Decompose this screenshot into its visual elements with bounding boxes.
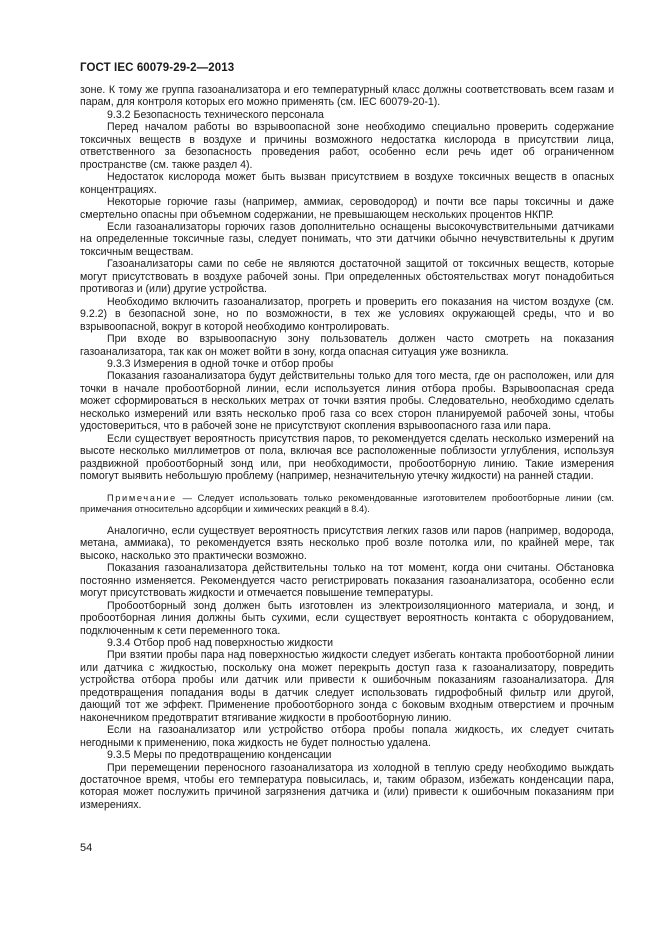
- section-heading-9-3-5: 9.3.5 Меры по предотвращению конденсации: [107, 749, 332, 762]
- section-heading-9-3-3: 9.3.3 Измерения в одной точке и отбор пробы: [107, 357, 334, 370]
- section-heading-9-3-2: 9.3.2 Безопасность технического персонала: [107, 108, 324, 121]
- note-text: — Следует использовать только рекомендованные изготовителем пробоотборные линии (см. примечания относительно адсорбции и химических реакций в 8.4).: [80, 492, 614, 514]
- document-header: ГОСТ IEC 60079-29-2—2013: [80, 62, 235, 74]
- note-label: Примечание: [107, 492, 177, 503]
- paragraph: Перед началом работы во взрывоопасной зоне необходимо специально проверить содержание токсичных веществ в воздухе и причины возможного недостатка кислорода в присутствии лица, ответственного за безопасность проведения работ, особенно если речь идет об ограниченном пространстве (см. также раздел 4).: [80, 121, 614, 171]
- note: [80, 493, 614, 515]
- paragraph: Показания газоанализатора действительны только на тот момент, когда они считаны. Обстановка постоянно изменяется. Рекомендуется часто регистрировать показания газоанализатора, особенно если могут присутствовать жидкости и отмечается повышение температуры.: [80, 562, 614, 600]
- document-body: [80, 84, 614, 811]
- paragraph: Газоанализаторы сами по себе не являются достаточной защитой от токсичных веществ, которые могут присутствовать в воздухе рабочей зоны. При определенных обстоятельствах могут понадобиться противогаз и (или) другие устройства.: [80, 258, 614, 296]
- paragraph: Если газоанализаторы горючих газов дополнительно оснащены высокочувствительными датчиками на определенные токсичные газы, следует понимать, что эти датчики обычно нечувствительны к другим токсичным веществам.: [80, 220, 614, 258]
- paragraph: Если на газоанализатор или устройство отбора пробы попала жидкость, их следует считать негодными к применению, пока жидкость не будет полностью удалена.: [80, 724, 614, 749]
- paragraph: Необходимо включить газоанализатор, прогреть и проверить его показания на чистом воздухе (см. 9.2.2) в безопасной зоне, но по возможности, в тех же условиях окружающей среды, что и во взрывоопасной, вокруг в которой необходимо контролировать.: [80, 295, 614, 333]
- paragraph: Некоторые горючие газы (например, аммиак, сероводород) и почти все пары токсичны и даже смертельно опасны при объемном содержании, не превышающем нескольких процентов НКПР.: [80, 196, 614, 221]
- paragraph: зоне. К тому же группа газоанализатора и его температурный класс должны соответствовать всем газам и парам, для контроля которых его можно применять (см. IEC 60079-20-1).: [80, 84, 614, 109]
- paragraph: Пробоотборный зонд должен быть изготовлен из электроизоляционного материала, и зонд, и пробоотборная линия должны быть сухими, если существует вероятность контакта с оборудованием, подключенным к сети переменного тока.: [80, 599, 614, 637]
- paragraph: При входе во взрывоопасную зону пользователь должен часто смотреть на показания газоанализатора, так как он может войти в зону, когда опасная ситуация уже возникла.: [80, 333, 614, 358]
- paragraph: При взятии пробы пара над поверхностью жидкости следует избегать контакта пробоотборной линии или датчика с жидкостью, поскольку она может перекрыть доступ газа к газоанализатору, повредить устройства отбора пробы или датчик или привести к ошибочным показаниям газоанализатора. Для предотвращения попадания воды в датчик следует использовать гидрофобный фильтр или другой, дающий тот же эффект. Применение пробоотборного зонда с боковым входным отверстием и прочным наконечником предотвратит втягивание жидкости в пробоотборную линию.: [80, 649, 614, 724]
- paragraph: Если существует вероятность присутствия паров, то рекомендуется сделать несколько измерений на высоте несколько миллиметров от пола, включая все расположенные поблизости углубления, используя раздвижной пробоотборный зонд или, при необходимости, пробоотборную линию. Такие измерения помогут выявить небольшую проблему (например, незначительную утечку жидкости) на ранней стадии.: [80, 432, 614, 483]
- paragraph: Показания газоанализатора будут действительны только для того места, где он расположен, или для точки в начале пробоотборной линии, если используется линия отбора пробы. Взрывоопасная среда может сформироваться в нескольких метрах от точки взятия пробы. Следовательно, необходимо сделать несколько измерений или взять несколько проб газа со всех сторон планируемой рабочей зоны, чтобы удостовериться, что в рабочей зоне не присутствуют скопления взрывоопасного газа или пара.: [80, 370, 614, 433]
- section-heading-9-3-4: 9.3.4 Отбор проб над поверхностью жидкости: [107, 636, 334, 649]
- page-number: 54: [80, 842, 93, 854]
- paragraph: Недостаток кислорода может быть вызван присутствием в воздухе токсичных веществ в опасных концентрациях.: [80, 171, 614, 196]
- paragraph: Аналогично, если существует вероятность присутствия легких газов или паров (например, водорода, метана, аммиака), то рекомендуется взять несколько проб возле потолка или, по крайней мере, так высоко, насколько это практически возможно.: [80, 524, 614, 562]
- paragraph: При перемещении переносного газоанализатора из холодной в теплую среду необходимо выждать достаточное время, чтобы его температура повысилась, и, таким образом, избежать конденсации пара, которая может послужить причиной загрязнения датчика и (или) привести к ошибочным показаниям при измерениях.: [80, 761, 614, 811]
